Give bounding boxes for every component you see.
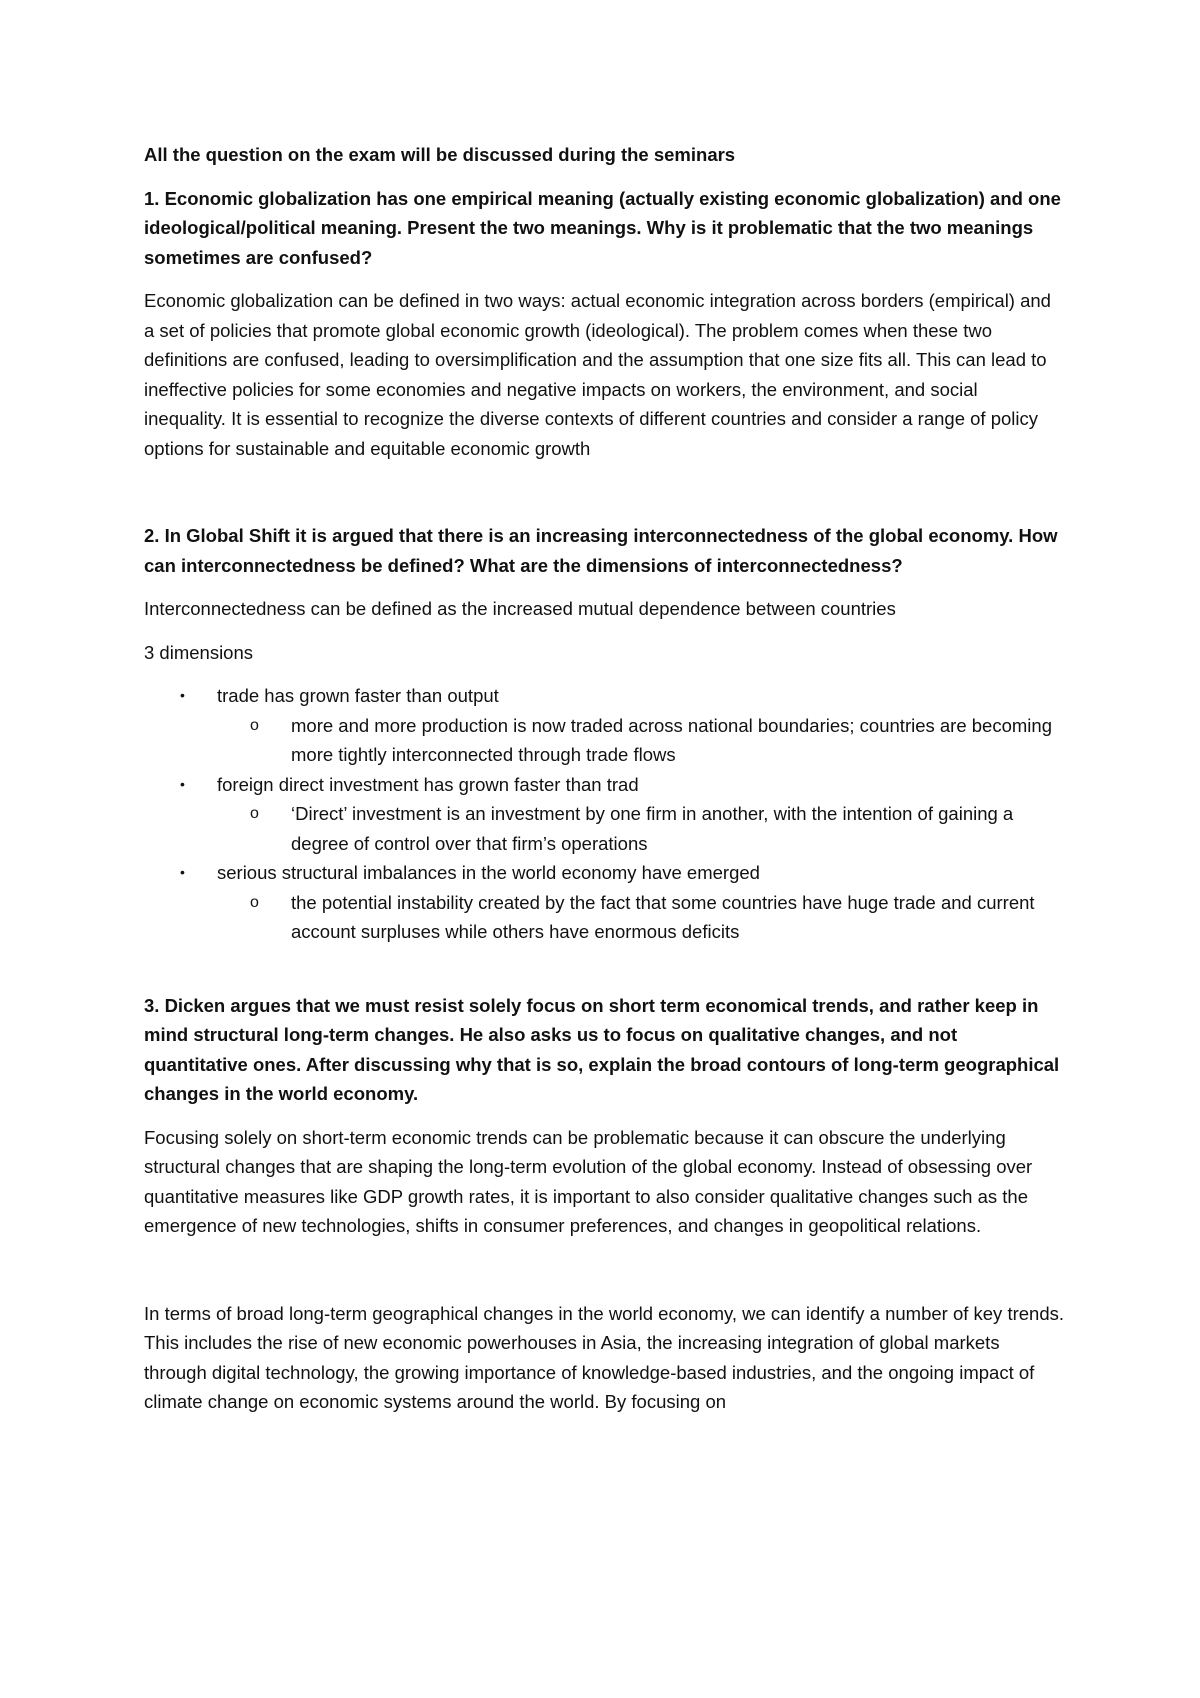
intro-heading: All the question on the exam will be discussed during the seminars (144, 144, 736, 165)
circle-bullet-icon: o (250, 716, 259, 734)
sub-list-item (144, 711, 1064, 770)
answer-1: Economic globalization can be defined in two ways: actual economic integration across borders (empirical) and a set of policies that promote global economic growth (ideological). The problem comes when these two definitions are confused, leading to oversimplification and the assumption that one size fits all. This can lead to ineffective policies for some economies and negative impacts on workers, the environment, and social inequality. It is essential to recognize the diverse contexts of different countries and consider a range of policy options for sustainable and equitable economic growth (144, 290, 1051, 459)
bullet-text: serious structural imbalances in the world economy have emerged (217, 862, 760, 883)
bullet-icon: • (180, 687, 185, 703)
list-item (144, 858, 1064, 947)
bullet-icon: • (180, 864, 185, 880)
sub-bullet-text: ‘Direct’ investment is an investment by one firm in another, with the intention of gaining a degree of control over that firm’s operations (291, 803, 1014, 854)
spacer (144, 1255, 1064, 1299)
sub-bullet-text: the potential instability created by the fact that some countries have huge trade and current account surpluses while others have enormous deficits (291, 891, 1035, 942)
circle-bullet-icon: o (250, 805, 259, 822)
dimensions-list (144, 681, 1064, 947)
sub-list (144, 799, 1064, 858)
question-2: 2. In Global Shift it is argued that there is an increasing interconnectedness of the global economy. How can interconnectedness be defined? What are the dimensions of interconnectedness? (144, 525, 1058, 576)
list-item (144, 681, 1064, 770)
document-page (144, 140, 1064, 1431)
question-1: 1. Economic globalization has one empirical meaning (actually existing economic globalization) and one ideological/political meaning. Present the two meanings. Why is it problematic that the two meanings sometimes are confused? (144, 187, 1061, 268)
spacer (144, 947, 1064, 991)
bullet-text: foreign direct investment has grown faster than trad (217, 773, 639, 795)
dimensions-heading: 3 dimensions (144, 641, 254, 663)
answer-3-part-2: In terms of broad long-term geographical changes in the world economy, we can identify a number of key trends. This includes the rise of new economic powerhouses in Asia, the increasing integration of global markets through digital technology, the growing importance of knowledge-based industries, and the ongoing impact of climate change on economic systems around the world. By focusing on (144, 1302, 1065, 1412)
sub-list (144, 888, 1064, 947)
circle-bullet-icon: o (250, 893, 259, 911)
spacer (144, 477, 1064, 521)
bullet-text: trade has grown faster than output (217, 685, 499, 706)
sub-list-item (144, 799, 1064, 858)
list-item (144, 770, 1064, 859)
answer-3-part-1: Focusing solely on short-term economic trends can be problematic because it can obscure the underlying structural changes that are shaping the long-term evolution of the global economy. Instead of obsessing over quantitative measures like GDP growth rates, it is important to also consider qualitative changes such as the emergence of new technologies, shifts in consumer preferences, and changes in geopolitical relations. (144, 1126, 1033, 1236)
sub-bullet-text: more and more production is now traded across national boundaries; countries are becoming more tightly interconnected through trade flows (291, 714, 1052, 765)
answer-2-definition: Interconnectedness can be defined as the increased mutual dependence between countries (144, 598, 896, 619)
bullet-icon: • (180, 775, 185, 792)
sub-list-item (144, 888, 1064, 947)
question-3: 3. Dicken argues that we must resist solely focus on short term economical trends, and rather keep in mind structural long-term changes. He also asks us to focus on qualitative changes, and not quantitative ones. After discussing why that is so, explain the broad contours of long-term geographical changes in the world economy. (144, 994, 1060, 1104)
sub-list (144, 711, 1064, 770)
